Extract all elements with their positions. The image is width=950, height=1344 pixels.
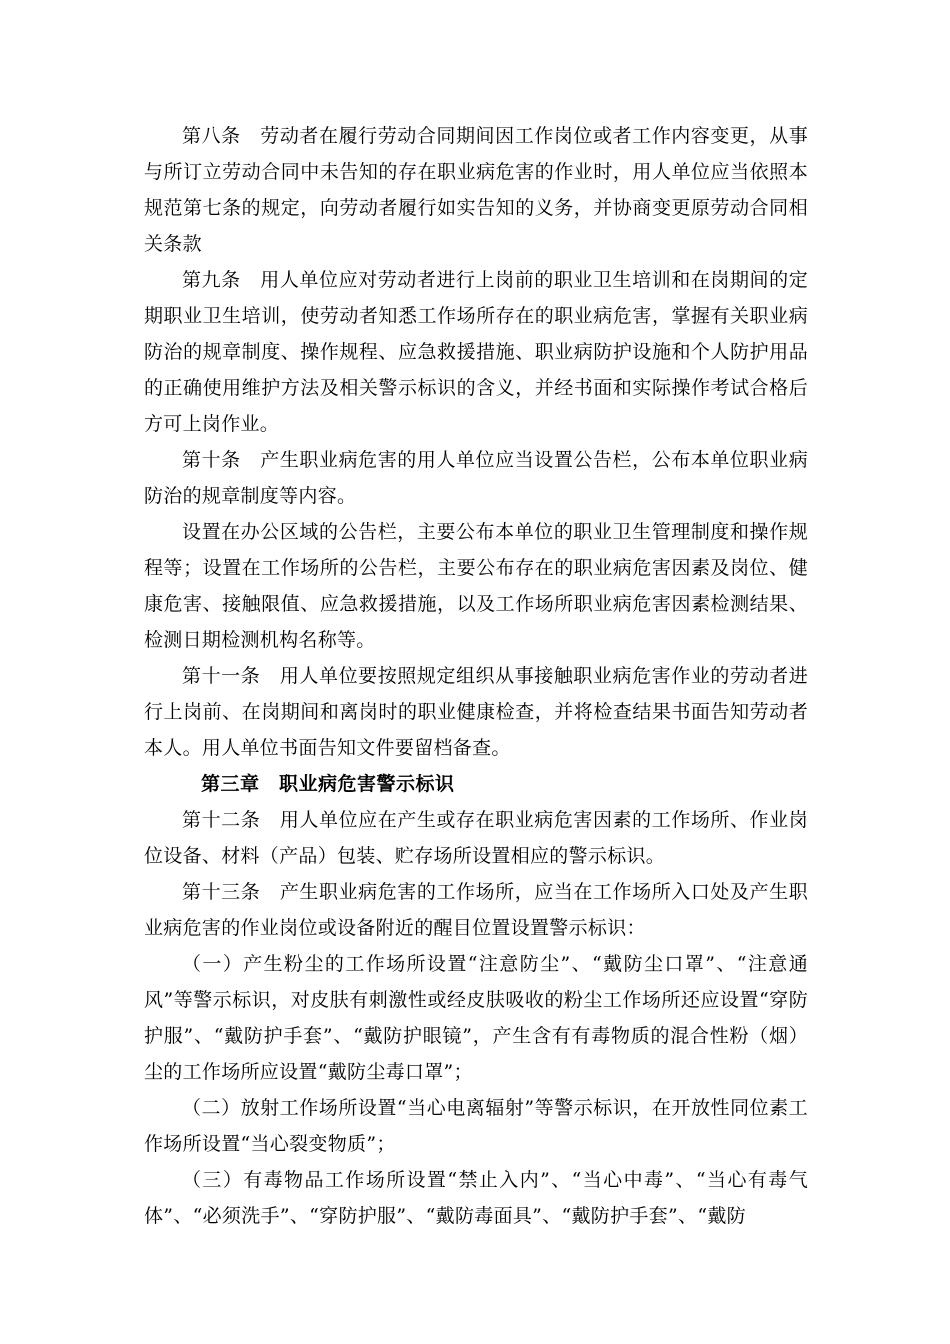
article-9: 第九条 用人单位应对劳动者进行上岗前的职业卫生培训和在岗期间的定期职业卫生培训，使劳动者知悉工作场所存在的职业病危害，掌握有关职业病防治的规章制度、操作规程、应急救援措施、职业病防护设施和个人防护用品的正确使用维护方法及相关警示标识的含义，并经书面和实际操作考试合格后方可上岗作业。 xyxy=(144,269,808,435)
article-11: 第十一条 用人单位要按照规定组织从事接触职业病危害作业的劳动者进行上岗前、在岗期间和离岗时的职业健康检查，并将检查结果书面告知劳动者本人。用人单位书面告知文件要留档备查。 xyxy=(144,665,808,759)
article-13: 第十三条 产生职业病危害的工作场所，应当在工作场所入口处及产生职业病危害的作业岗位或设备附近的醒目位置设置警示标识： xyxy=(144,881,808,939)
chapter-heading: 第三章 职业病危害警示标识 xyxy=(201,773,455,795)
article-8: 第八条 劳动者在履行劳动合同期间因工作岗位或者工作内容变更，从事与所订立劳动合同中未告知的存在职业病危害的作业时，用人单位应当依照本规范第七条的规定，向劳动者履行如实告知的义务，并协商变更原劳动合同相关条款 xyxy=(144,125,808,255)
document-body xyxy=(144,118,808,1234)
article-13-item-1: （一）产生粉尘的工作场所设置“注意防尘”、“戴防尘口罩”、“注意通风”等警示标识，对皮肤有刺激性或经皮肤吸收的粉尘工作场所还应设置“穿防护服”、“戴防护手套”、“戴防护眼镜”，产生含有有毒物质的混合性粉（烟）尘的工作场所应设置“戴防尘毒口罩”； xyxy=(144,953,808,1083)
article-12: 第十二条 用人单位应在产生或存在职业病危害因素的工作场所、作业岗位设备、材料（产品）包装、贮存场所设置相应的警示标识。 xyxy=(144,809,808,867)
article-13-item-2: （二）放射工作场所设置“当心电离辐射”等警示标识，在开放性同位素工作场所设置“当心裂变物质”； xyxy=(144,1097,808,1155)
article-10-detail: 设置在办公区域的公告栏，主要公布本单位的职业卫生管理制度和操作规程等；设置在工作场所的公告栏，主要公布存在的职业病危害因素及岗位、健康危害、接触限值、应急救援措施，以及工作场所职业病危害因素检测结果、检测日期检测机构名称等。 xyxy=(144,521,808,651)
article-13-item-3: （三）有毒物品工作场所设置“禁止入内”、“当心中毒”、“当心有毒气体”、“必须洗手”、“穿防护服”、“戴防毒面具”、“戴防护手套”、“戴防 xyxy=(144,1169,808,1227)
article-10: 第十条 产生职业病危害的用人单位应当设置公告栏，公布本单位职业病防治的规章制度等内容。 xyxy=(144,449,808,507)
